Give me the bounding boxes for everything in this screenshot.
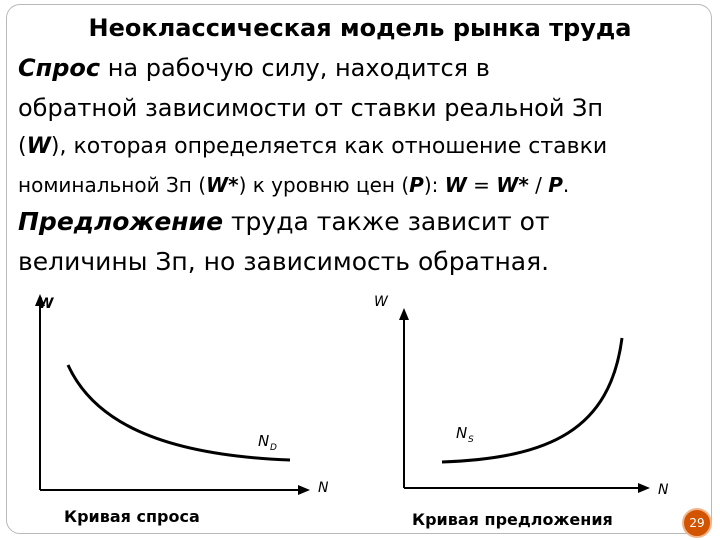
line-3-pre: (	[18, 134, 27, 159]
formula-equals: =	[466, 173, 497, 197]
paragraph-line-1	[18, 54, 718, 82]
line-2-text: обратной зависимости от ставки реальной Зп	[18, 94, 604, 122]
demand-term: Спрос	[18, 54, 101, 82]
y-axis-label: W	[374, 294, 388, 310]
line-5-text: труда также зависит от	[223, 207, 550, 236]
demand-curve	[68, 365, 290, 460]
y-axis-label: W	[38, 296, 54, 312]
nominal-wage-symbol: W*	[206, 173, 239, 197]
supply-term: Предложение	[18, 207, 224, 236]
price-level-symbol: P	[409, 173, 424, 197]
line-4-mid: ) к уровню цен (	[238, 173, 410, 197]
paragraph-line-5	[18, 207, 718, 236]
curve-label: N	[258, 432, 270, 450]
supply-curve-diagram	[360, 290, 680, 505]
x-axis-arrow	[298, 485, 310, 495]
paragraph-line-4	[18, 173, 718, 197]
page-number: 29	[689, 516, 705, 530]
line-6-text: величины Зп, но зависимость обратная.	[18, 247, 550, 276]
x-axis-label: N	[658, 482, 669, 498]
y-axis-arrow	[399, 308, 409, 320]
curve-label-subscript: D	[270, 443, 277, 453]
demand-curve-diagram	[28, 290, 328, 505]
formula-wstar: W*	[496, 173, 529, 197]
line-4-colon: ):	[423, 173, 445, 197]
line-3-post: ), которая определяется как отношение ставки	[50, 134, 608, 159]
formula-w: W	[444, 173, 467, 197]
line-4-pre: номинальной Зп (	[18, 173, 207, 197]
demand-caption: Кривая спроса	[64, 507, 200, 526]
supply-caption: Кривая предложения	[412, 510, 613, 529]
curve-label: N	[456, 424, 468, 442]
curve-label-subscript: S	[468, 435, 474, 445]
x-axis-label: N	[318, 480, 328, 496]
paragraph-line-3	[18, 134, 718, 159]
slide-title: Неоклассическая модель рынка труда	[88, 14, 632, 42]
paragraph-line-2	[18, 94, 718, 122]
formula-slash: /	[528, 173, 549, 197]
formula-p: P	[548, 173, 563, 197]
real-wage-symbol: W	[26, 134, 51, 159]
x-axis-arrow	[638, 483, 650, 493]
paragraph-line-6	[18, 247, 718, 276]
line-1-text: на рабочую силу, находится в	[100, 54, 490, 82]
page-number-badge	[682, 508, 712, 538]
formula-period: .	[562, 173, 570, 197]
